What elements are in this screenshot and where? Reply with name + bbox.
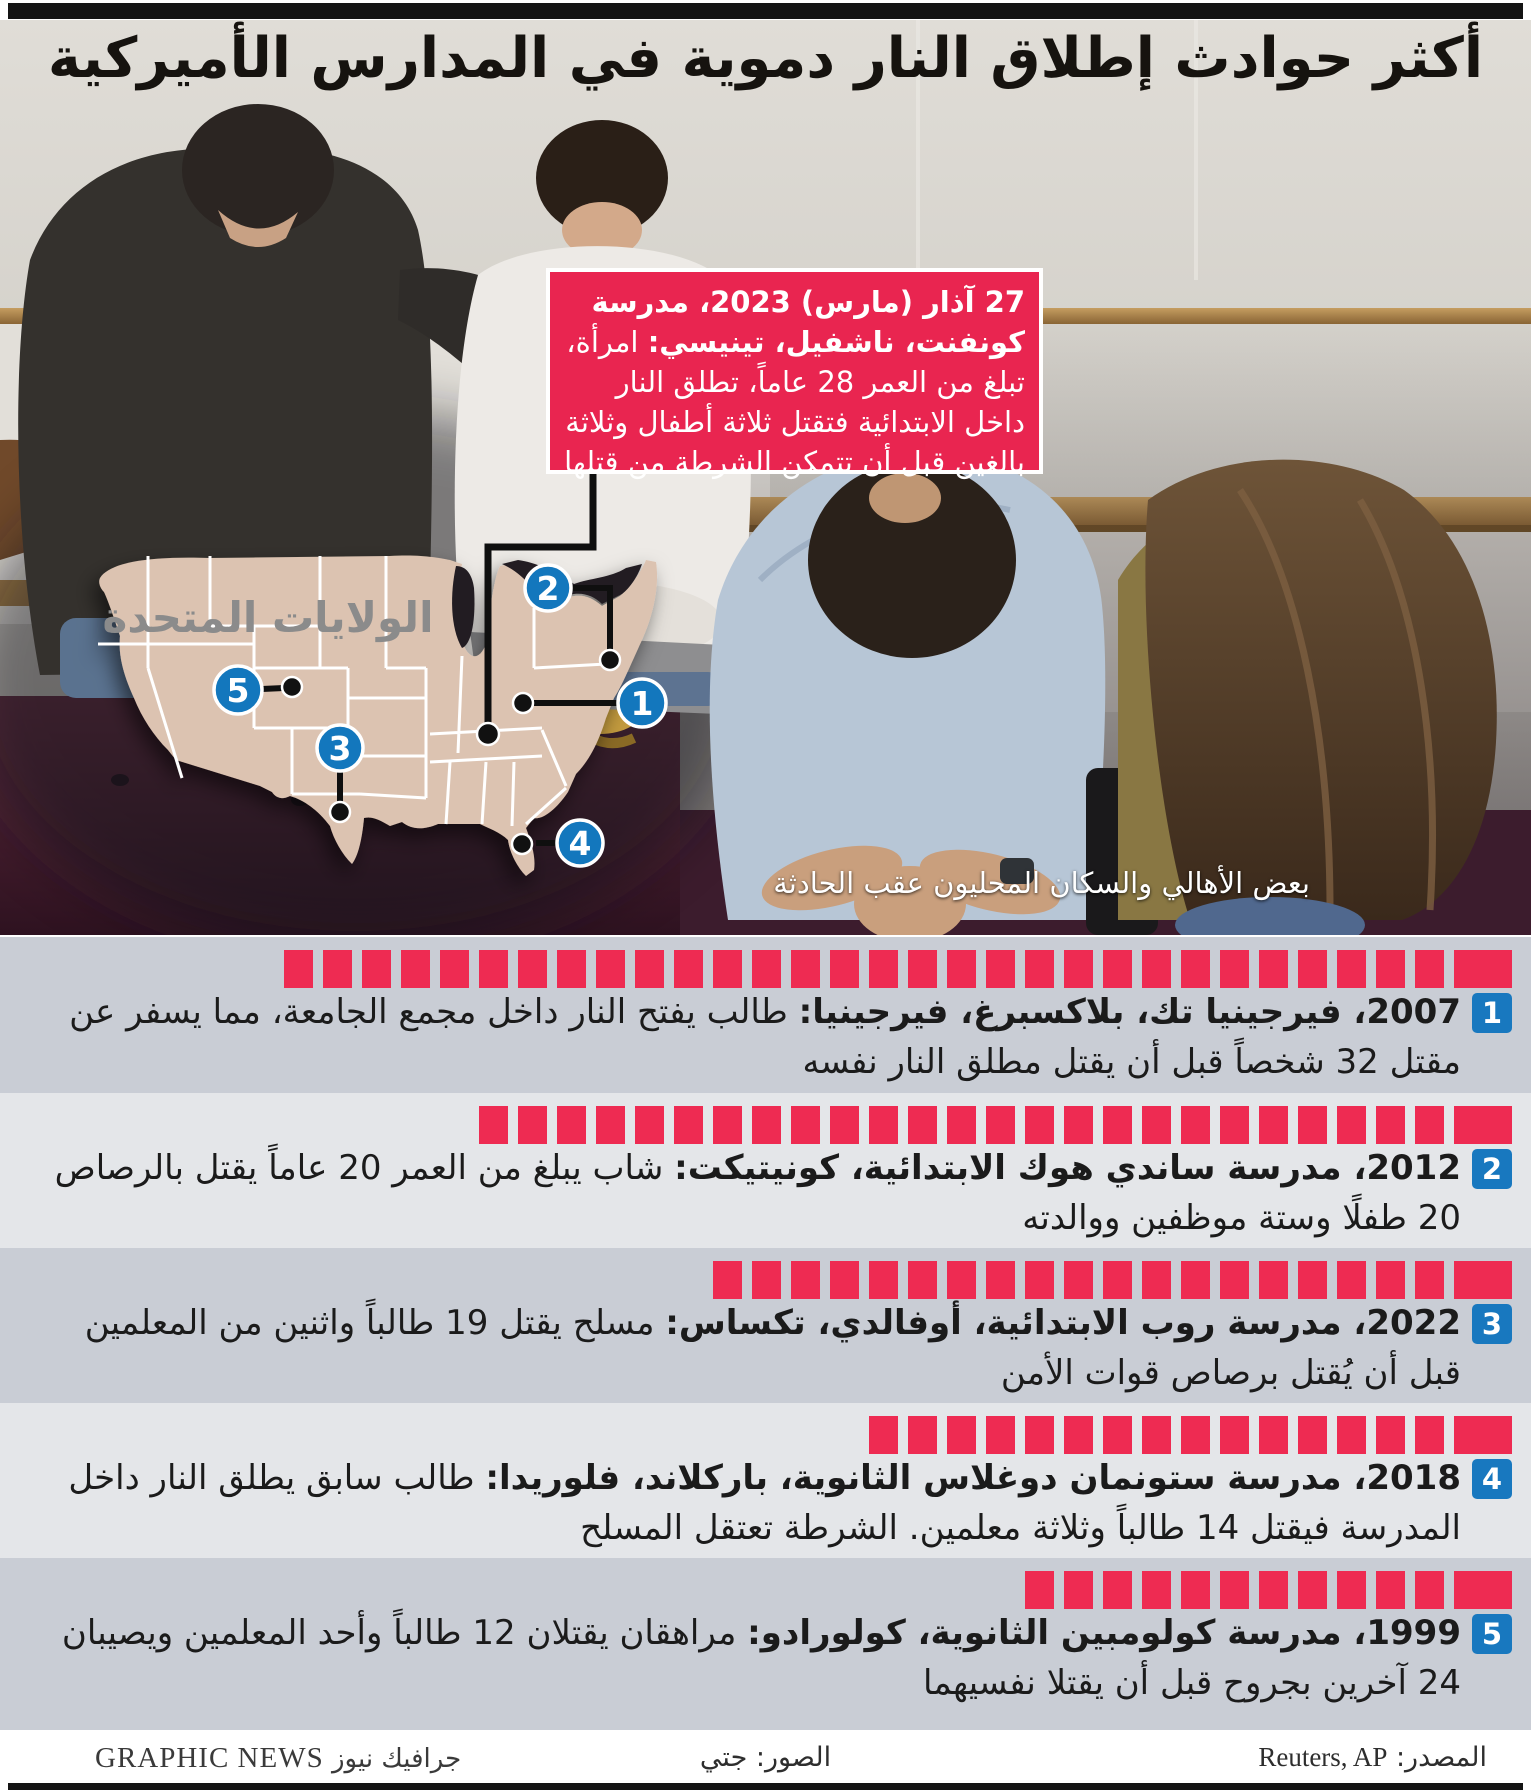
tally-block bbox=[1220, 1416, 1249, 1454]
tally-block bbox=[869, 1106, 898, 1144]
incident-text-1 bbox=[50, 987, 1461, 1087]
tally-block bbox=[1415, 950, 1444, 988]
marker1-dot bbox=[513, 693, 533, 713]
incident-body-4: طالب سابق يطلق النار داخل المدرسة فيقتل 14 طالباً وثلاثة معلمين. الشرطة تعتقل المسلح bbox=[68, 1458, 1461, 1548]
map-label: الولايات المتحدة bbox=[102, 593, 434, 642]
death-tally-bar-4 bbox=[859, 1416, 1512, 1454]
map-marker-4-num: 4 bbox=[568, 824, 592, 863]
tally-block bbox=[1376, 950, 1405, 988]
death-tally-bar-1 bbox=[274, 950, 1512, 988]
map-marker-3-num: 3 bbox=[328, 729, 352, 768]
death-tally-bar-3 bbox=[703, 1261, 1512, 1299]
tally-block bbox=[1064, 1106, 1093, 1144]
tally-block bbox=[1103, 1261, 1132, 1299]
incident-bold-1: 2007، فيرجينيا تك، بلاكسبرغ، فيرجينيا: bbox=[798, 992, 1461, 1032]
tally-block bbox=[1064, 1416, 1093, 1454]
tally-block bbox=[947, 1416, 976, 1454]
tally-block bbox=[1483, 1106, 1512, 1144]
tally-block bbox=[1259, 1571, 1288, 1609]
tally-block bbox=[1259, 950, 1288, 988]
tally-block bbox=[1337, 1571, 1366, 1609]
callout-body: امرأة، تبلغ من العمر 28 عاماً، تطلق النار داخل الابتدائية فتقتل ثلاثة أطفال وثلاثة بالغين قبل أن تتمكن الشرطة من قتلها bbox=[564, 325, 1025, 479]
tally-block bbox=[1220, 1106, 1249, 1144]
tally-block bbox=[947, 950, 976, 988]
tally-block bbox=[1142, 1106, 1171, 1144]
nashville-callout-box bbox=[546, 268, 1043, 479]
tally-block bbox=[1103, 1106, 1132, 1144]
tally-block bbox=[869, 950, 898, 988]
tally-block bbox=[1025, 1571, 1054, 1609]
tally-block bbox=[1181, 1571, 1210, 1609]
tally-block bbox=[1376, 1106, 1405, 1144]
incident-number-badge-2: 2 bbox=[1472, 1149, 1512, 1189]
bottom-black-rule bbox=[8, 1783, 1523, 1790]
tally-block bbox=[1103, 1416, 1132, 1454]
incident-body-5: مراهقان يقتلان 12 طالباً وأحد المعلمين ويصيبان 24 آخرين بجروح قبل أن يقتلا نفسيهما bbox=[61, 1613, 1461, 1703]
marker3-dot bbox=[330, 802, 350, 822]
tally-block bbox=[1454, 1416, 1483, 1454]
tally-block bbox=[1298, 1106, 1327, 1144]
tally-block bbox=[635, 1106, 664, 1144]
marker5-line bbox=[262, 688, 284, 689]
brand-credit bbox=[95, 1742, 461, 1775]
tally-block bbox=[1415, 1106, 1444, 1144]
tally-block bbox=[1025, 1261, 1054, 1299]
incident-number-badge-5: 5 bbox=[1472, 1614, 1512, 1654]
incident-body-3: مسلح يقتل 19 طالباً واثنين من المعلمين قبل أن يُقتل برصاص قوات الأمن bbox=[84, 1303, 1461, 1393]
tally-block bbox=[1142, 1261, 1171, 1299]
tally-block bbox=[713, 950, 742, 988]
tally-block bbox=[1454, 1571, 1483, 1609]
tally-block bbox=[1376, 1571, 1405, 1609]
marker5-dot bbox=[282, 677, 302, 697]
tally-block bbox=[908, 1416, 937, 1454]
tally-block bbox=[1025, 1416, 1054, 1454]
brand-arabic: جرافيك نيوز bbox=[331, 1744, 462, 1774]
tally-block bbox=[1376, 1416, 1405, 1454]
brand-latin: GRAPHIC NEWS bbox=[95, 1742, 324, 1774]
tally-block bbox=[1298, 950, 1327, 988]
tally-block bbox=[1337, 1416, 1366, 1454]
tally-block bbox=[1483, 1571, 1512, 1609]
tally-block bbox=[1220, 1261, 1249, 1299]
tally-block bbox=[752, 1261, 781, 1299]
tally-block bbox=[908, 1261, 937, 1299]
tally-block bbox=[986, 1261, 1015, 1299]
tally-block bbox=[1415, 1261, 1444, 1299]
tally-block bbox=[674, 1106, 703, 1144]
tally-block bbox=[791, 1106, 820, 1144]
incident-bold-2: 2012، مدرسة ساندي هوك الابتدائية، كونيتيكت: bbox=[674, 1148, 1461, 1188]
tally-block bbox=[1454, 1106, 1483, 1144]
tally-block bbox=[557, 1106, 586, 1144]
tally-block bbox=[1259, 1416, 1288, 1454]
tally-block bbox=[791, 1261, 820, 1299]
nashville-dot bbox=[477, 723, 499, 745]
map-marker-2-num: 2 bbox=[536, 569, 560, 608]
incident-row-1 bbox=[0, 937, 1531, 1093]
incident-text-4 bbox=[50, 1453, 1461, 1553]
tally-block bbox=[1483, 950, 1512, 988]
incident-bold-5: 1999، مدرسة كولومبين الثانوية، كولورادو: bbox=[747, 1613, 1461, 1653]
tally-block bbox=[1298, 1416, 1327, 1454]
tally-block bbox=[869, 1416, 898, 1454]
tally-block bbox=[1142, 1416, 1171, 1454]
tally-block bbox=[752, 1106, 781, 1144]
photo-caption: بعض الأهالي والسكان المحليون عقب الحادثة bbox=[773, 866, 1310, 900]
tally-block bbox=[1298, 1571, 1327, 1609]
incident-body-1: طالب يفتح النار داخل مجمع الجامعة، مما يسفر عن مقتل 32 شخصاً قبل أن يقتل مطلق النار نفسه bbox=[69, 992, 1461, 1082]
map-marker-5-num: 5 bbox=[226, 671, 250, 710]
incident-row-2 bbox=[0, 1093, 1531, 1248]
incident-text-3 bbox=[50, 1298, 1461, 1398]
tally-block bbox=[791, 950, 820, 988]
tally-block bbox=[908, 1106, 937, 1144]
tally-block bbox=[1142, 950, 1171, 988]
tally-block bbox=[1454, 1261, 1483, 1299]
tally-block bbox=[986, 1106, 1015, 1144]
tally-block bbox=[1025, 1106, 1054, 1144]
tally-block bbox=[1181, 1106, 1210, 1144]
incident-number-badge-3: 3 bbox=[1472, 1304, 1512, 1344]
incident-bold-3: 2022، مدرسة روب الابتدائية، أوفالدي، تكساس: bbox=[665, 1303, 1461, 1343]
tally-block bbox=[1103, 950, 1132, 988]
tally-block bbox=[362, 950, 391, 988]
incident-text-2 bbox=[50, 1143, 1461, 1243]
tally-block bbox=[1064, 1261, 1093, 1299]
page-title: أكثر حوادث إطلاق النار دموية في المدارس الأميركية bbox=[47, 26, 1484, 91]
tally-block bbox=[1337, 1261, 1366, 1299]
tally-block bbox=[1337, 1106, 1366, 1144]
tally-block bbox=[1415, 1416, 1444, 1454]
tally-block bbox=[986, 1416, 1015, 1454]
tally-block bbox=[1064, 950, 1093, 988]
top-black-bar bbox=[8, 3, 1523, 19]
tally-block bbox=[1103, 1571, 1132, 1609]
source-label: المصدر: bbox=[1395, 1742, 1487, 1773]
source-agencies: Reuters, AP bbox=[1258, 1742, 1388, 1772]
callout-bold-lead: 27 آذار (مارس) 2023، مدرسة كونفنت، ناشفيل، تينيسي: bbox=[591, 285, 1025, 359]
tally-block bbox=[1376, 1261, 1405, 1299]
tally-block bbox=[596, 950, 625, 988]
tally-block bbox=[284, 950, 313, 988]
tally-block bbox=[1181, 1261, 1210, 1299]
tally-block bbox=[869, 1261, 898, 1299]
tally-block bbox=[830, 1261, 859, 1299]
tally-block bbox=[986, 950, 1015, 988]
tally-block bbox=[830, 950, 859, 988]
tally-block bbox=[635, 950, 664, 988]
tally-block bbox=[1259, 1106, 1288, 1144]
tally-block bbox=[518, 1106, 547, 1144]
tally-block bbox=[1298, 1261, 1327, 1299]
incident-body-2: شاب يبلغ من العمر 20 عاماً يقتل بالرصاص 20 طفلًا وستة موظفين ووالدته bbox=[54, 1148, 1461, 1238]
incident-row-4 bbox=[0, 1403, 1531, 1558]
marker2-dot bbox=[600, 650, 620, 670]
tally-block bbox=[1220, 1571, 1249, 1609]
tally-block bbox=[1454, 950, 1483, 988]
tally-block bbox=[713, 1261, 742, 1299]
tally-block bbox=[323, 950, 352, 988]
tally-block bbox=[1483, 1416, 1512, 1454]
tally-block bbox=[1337, 950, 1366, 988]
tally-block bbox=[596, 1106, 625, 1144]
tally-block bbox=[908, 950, 937, 988]
incident-row-5 bbox=[0, 1558, 1531, 1730]
tally-block bbox=[557, 950, 586, 988]
incident-row-3 bbox=[0, 1248, 1531, 1403]
tally-block bbox=[674, 950, 703, 988]
tally-block bbox=[1483, 1261, 1512, 1299]
tally-block bbox=[479, 1106, 508, 1144]
tally-block bbox=[440, 950, 469, 988]
tally-block bbox=[479, 950, 508, 988]
tally-block bbox=[752, 950, 781, 988]
incident-number-badge-4: 4 bbox=[1472, 1459, 1512, 1499]
tally-block bbox=[1259, 1261, 1288, 1299]
tally-block bbox=[1415, 1571, 1444, 1609]
map-marker-1-num: 1 bbox=[630, 684, 654, 723]
marker4-dot bbox=[512, 834, 532, 854]
tally-block bbox=[1142, 1571, 1171, 1609]
tally-block bbox=[830, 1106, 859, 1144]
photo-credit: الصور: جتي bbox=[699, 1742, 832, 1773]
incident-number-badge-1: 1 bbox=[1472, 993, 1512, 1033]
tally-block bbox=[401, 950, 430, 988]
tally-block bbox=[1220, 950, 1249, 988]
tally-block bbox=[518, 950, 547, 988]
tally-block bbox=[1064, 1571, 1093, 1609]
tally-block bbox=[947, 1261, 976, 1299]
tally-block bbox=[1181, 1416, 1210, 1454]
tally-block bbox=[947, 1106, 976, 1144]
incident-bold-4: 2018، مدرسة ستونمان دوغلاس الثانوية، باركلاند، فلوريدا: bbox=[485, 1458, 1461, 1498]
incident-text-5 bbox=[50, 1608, 1461, 1708]
tally-block bbox=[1181, 950, 1210, 988]
man1-head bbox=[182, 104, 334, 236]
death-tally-bar-5 bbox=[1015, 1571, 1512, 1609]
tally-block bbox=[713, 1106, 742, 1144]
footer bbox=[0, 1730, 1531, 1783]
tally-block bbox=[1025, 950, 1054, 988]
death-tally-bar-2 bbox=[469, 1106, 1512, 1144]
